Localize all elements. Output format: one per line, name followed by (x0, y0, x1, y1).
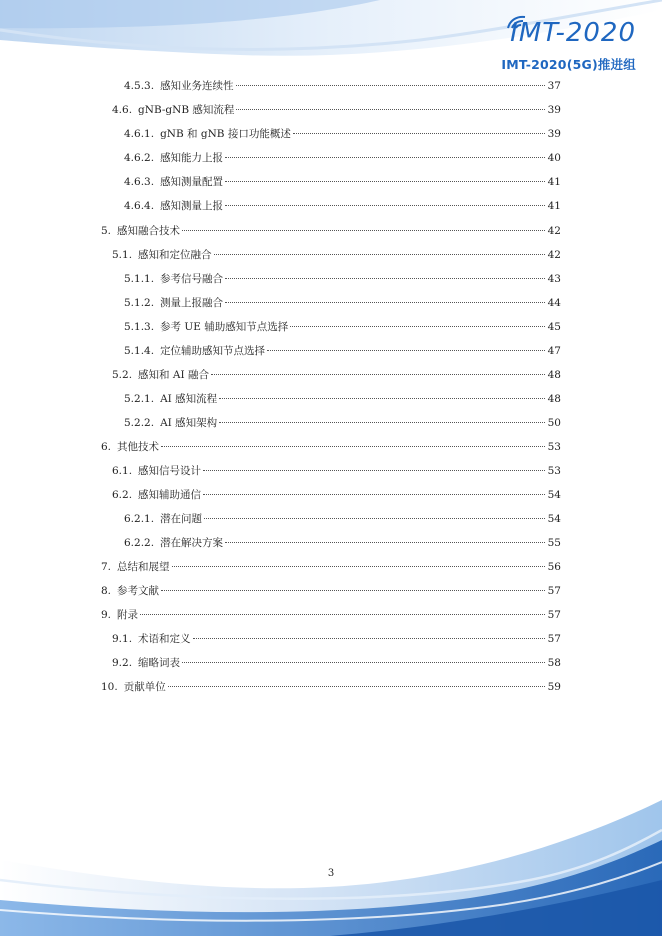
toc-entry[interactable] (112, 247, 561, 263)
toc-number: 4.5.3. (124, 80, 155, 92)
toc-number: 5.2. (112, 369, 133, 381)
toc-number: 5.2.2. (124, 417, 155, 429)
toc-page: 59 (547, 681, 561, 693)
toc-page: 58 (547, 657, 561, 669)
toc-page: 57 (547, 609, 561, 621)
toc-page: 39 (547, 104, 561, 116)
toc-page: 53 (547, 441, 561, 453)
org-name: IMT-2020(5G)推进组 (501, 57, 636, 72)
dot-leader (225, 157, 545, 158)
toc-number: 6.1. (112, 465, 133, 477)
toc-title: 定位辅助感知节点选择 (160, 345, 266, 357)
toc-number: 5.2.1. (124, 393, 155, 405)
toc-entry[interactable] (124, 198, 561, 214)
toc-number: 4.6.2. (124, 152, 155, 164)
dot-leader (161, 590, 545, 591)
toc-title: 感知测量配置 (160, 176, 224, 188)
logo-text: IMT-2020 (510, 18, 636, 48)
toc-title: 感知能力上报 (160, 152, 224, 164)
toc-entry[interactable] (112, 487, 561, 503)
toc-number: 4.6.1. (124, 128, 155, 140)
dot-leader (203, 494, 545, 495)
toc-number: 9.1. (112, 633, 133, 645)
dot-leader (293, 133, 545, 134)
toc-number: 5. (101, 225, 112, 237)
toc-page: 41 (547, 176, 561, 188)
toc-page: 53 (547, 465, 561, 477)
toc-page: 42 (547, 249, 561, 261)
toc-page: 44 (547, 297, 561, 309)
toc-title: 感知辅助通信 (138, 489, 202, 501)
toc-entry[interactable] (112, 463, 561, 479)
toc-page: 41 (547, 200, 561, 212)
toc-entry[interactable] (124, 391, 561, 407)
toc-page: 43 (547, 273, 561, 285)
toc-title: 参考 UE 辅助感知节点选择 (160, 321, 289, 333)
toc-title: 感知测量上报 (160, 200, 224, 212)
toc-entry[interactable] (112, 367, 561, 383)
toc-title: gNB 和 gNB 接口功能概述 (160, 128, 291, 140)
toc-entry[interactable] (112, 102, 561, 118)
toc-number: 5.1.2. (124, 297, 155, 309)
toc-title: 总结和展望 (117, 561, 170, 573)
dot-leader (225, 542, 545, 543)
toc-page: 37 (547, 80, 561, 92)
toc-title: 感知融合技术 (117, 225, 181, 237)
toc-entry[interactable] (112, 631, 561, 647)
toc-title: 其他技术 (117, 441, 160, 453)
dot-leader (290, 326, 545, 327)
toc-page: 57 (547, 633, 561, 645)
toc-title: 潜在解决方案 (160, 537, 224, 549)
dot-leader (172, 566, 545, 567)
toc-entry[interactable] (101, 583, 561, 599)
signal-waves-icon (505, 12, 533, 30)
toc-number: 10. (101, 681, 118, 693)
toc-entry[interactable] (124, 343, 561, 359)
toc-number: 5.1. (112, 249, 133, 261)
toc-entry[interactable] (101, 559, 561, 575)
toc-title: 参考文献 (117, 585, 160, 597)
toc-title: AI 感知流程 (160, 393, 218, 405)
toc-title: 感知和 AI 融合 (138, 369, 209, 381)
toc-page: 55 (547, 537, 561, 549)
toc-number: 8. (101, 585, 112, 597)
toc-entry[interactable] (124, 78, 561, 94)
toc-entry[interactable] (124, 174, 561, 190)
dot-leader (267, 350, 545, 351)
toc-number: 6. (101, 441, 112, 453)
toc-page: 57 (547, 585, 561, 597)
dot-leader (219, 398, 545, 399)
dot-leader (193, 638, 545, 639)
toc-number: 4.6.4. (124, 200, 155, 212)
toc-entry[interactable] (124, 150, 561, 166)
toc-entry[interactable] (124, 535, 561, 551)
toc-title: 感知和定位融合 (138, 249, 212, 261)
toc-page: 54 (547, 513, 561, 525)
toc-entry[interactable] (124, 415, 561, 431)
toc-page: 40 (547, 152, 561, 164)
toc-entry[interactable] (101, 607, 561, 623)
toc-entry[interactable] (101, 679, 561, 695)
dot-leader (203, 470, 545, 471)
dot-leader (204, 518, 545, 519)
dot-leader (211, 374, 545, 375)
dot-leader (161, 446, 545, 447)
dot-leader (182, 230, 545, 231)
toc-number: 5.1.4. (124, 345, 155, 357)
toc-number: 4.6. (112, 104, 133, 116)
dot-leader (236, 109, 545, 110)
toc-title: 贡献单位 (123, 681, 166, 693)
toc-number: 7. (101, 561, 112, 573)
toc-title: 参考信号融合 (160, 273, 224, 285)
toc-number: 6.2. (112, 489, 133, 501)
toc-title: 术语和定义 (138, 633, 191, 645)
toc-page: 42 (547, 225, 561, 237)
toc-page: 56 (547, 561, 561, 573)
toc-page: 54 (547, 489, 561, 501)
toc-title: 感知信号设计 (138, 465, 202, 477)
toc-number: 6.2.2. (124, 537, 155, 549)
dot-leader (182, 662, 545, 663)
toc-title: 缩略词表 (138, 657, 181, 669)
dot-leader (225, 278, 545, 279)
toc-page: 47 (547, 345, 561, 357)
toc-page: 50 (547, 417, 561, 429)
toc-number: 6.2.1. (124, 513, 155, 525)
brand-logo (501, 12, 636, 73)
toc-page: 45 (547, 321, 561, 333)
toc-number: 5.1.3. (124, 321, 155, 333)
logo-mark (501, 12, 636, 48)
toc-number: 9.2. (112, 657, 133, 669)
toc-page: 39 (547, 128, 561, 140)
toc-entry[interactable] (124, 295, 561, 311)
toc-entry[interactable] (124, 271, 561, 287)
toc-entry[interactable] (124, 126, 561, 142)
dot-leader (225, 181, 545, 182)
toc-number: 4.6.3. (124, 176, 155, 188)
toc-page: 48 (547, 393, 561, 405)
toc-entry[interactable] (124, 319, 561, 335)
toc-title: AI 感知架构 (160, 417, 218, 429)
dot-leader (168, 686, 545, 687)
toc-entry[interactable] (112, 655, 561, 671)
toc-title: 附录 (117, 609, 139, 621)
toc-number: 5.1.1. (124, 273, 155, 285)
dot-leader (214, 254, 545, 255)
toc-number: 9. (101, 609, 112, 621)
toc-entry[interactable] (101, 223, 561, 239)
dot-leader (225, 205, 545, 206)
toc-entry[interactable] (124, 511, 561, 527)
toc-entry[interactable] (101, 439, 561, 455)
dot-leader (140, 614, 545, 615)
toc-title: 测量上报融合 (160, 297, 224, 309)
dot-leader (236, 85, 545, 86)
dot-leader (219, 422, 545, 423)
page-number: 3 (327, 868, 335, 879)
toc-page: 48 (547, 369, 561, 381)
toc-title: gNB-gNB 感知流程 (138, 104, 235, 116)
dot-leader (225, 302, 545, 303)
toc-title: 潜在问题 (160, 513, 203, 525)
toc-title: 感知业务连续性 (160, 80, 234, 92)
